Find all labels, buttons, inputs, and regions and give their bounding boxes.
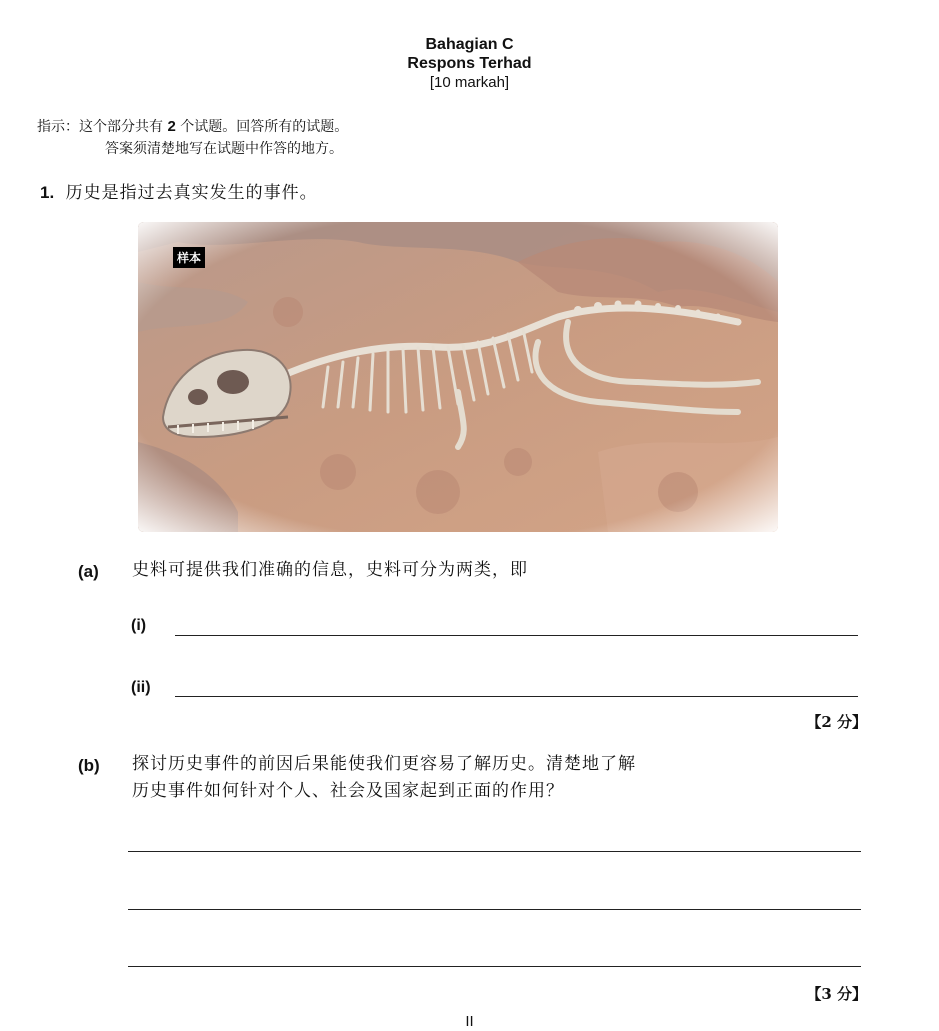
answer-line-b-2[interactable]	[128, 909, 861, 910]
section-title: Bahagian C	[425, 36, 514, 53]
part-b-text-line2: 历史事件如何针对个人、社会及国家起到正面的作用？	[132, 781, 564, 801]
part-b-text-line1: 探讨历史事件的前因后果能使我们更容易了解历史。清楚地了解	[132, 754, 636, 774]
instructions-text-1a: 这个部分共有	[79, 119, 163, 135]
question-number: 1.	[40, 183, 55, 202]
sample-tag: 样本	[173, 247, 205, 268]
section-subtitle: Respons Terhad	[407, 55, 532, 72]
answer-line-a-ii[interactable]	[175, 696, 858, 697]
part-a-item-i-label: (i)	[131, 617, 147, 634]
part-a-label: (a)	[78, 562, 99, 581]
question-count: 2	[167, 118, 176, 135]
part-a-item-ii-label: (ii)	[131, 679, 151, 696]
instructions-line1	[37, 116, 348, 136]
fossil-photo-svg	[138, 222, 778, 532]
answer-line-a-i[interactable]	[175, 635, 858, 636]
part-b-label: (b)	[78, 756, 100, 775]
question-1-stem	[40, 178, 318, 203]
question-1-text: 历史是指过去真实发生的事件。	[65, 183, 318, 203]
answer-line-b-3[interactable]	[128, 966, 861, 967]
part-b-marks: 【3 分】	[806, 985, 867, 1003]
dinosaur-fossil-image	[138, 222, 778, 532]
part-a-marks: 【2 分】	[806, 713, 867, 731]
instructions-label: 指示：	[37, 119, 79, 135]
answer-line-b-1[interactable]	[128, 851, 861, 852]
instructions-text-1b: 个试题。回答所有的试题。	[180, 119, 349, 135]
page-number: II	[465, 1013, 474, 1030]
part-a-text: 史料可提供我们准确的信息，史料可分为两类，即	[132, 560, 528, 580]
section-marks: [10 markah]	[429, 74, 510, 91]
instructions-line2: 答案须清楚地写在试题中作答的地方。	[105, 141, 343, 157]
